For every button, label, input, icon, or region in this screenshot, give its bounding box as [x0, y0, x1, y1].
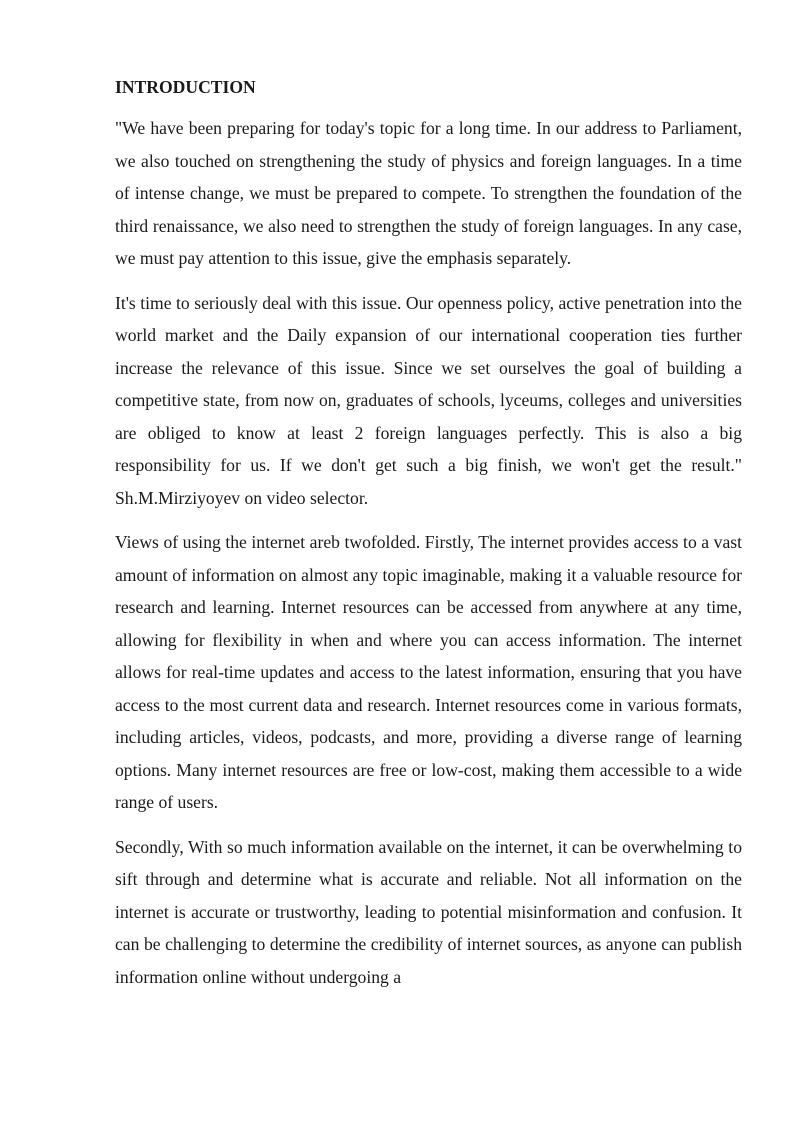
- paragraph-firstly: Views of using the internet areb twofolded. Firstly, The internet provides access to a vast amount of information on almost any topic imaginable, making it a valuable resource for research and learning. Internet resources can be accessed from anywhere at any time, allowing for flexibility in when and where you can access information. The internet allows for real-time updates and access to the latest information, ensuring that you have access to the most current data and research. Internet resources come in various formats, including articles, videos, podcasts, and more, providing a diverse range of learning options. Many internet resources are free or low-cost, making them accessible to a wide range of users.: [115, 532, 742, 812]
- paragraph-quote-part2: It's time to seriously deal with this issue. Our openness policy, active penetration into the world market and the Daily expansion of our international cooperation ties further increase the relevance of this issue. Since we set ourselves the goal of building a competitive state, from now on, graduates of schools, lyceums, colleges and universities are obliged to know at least 2 foreign languages perfectly. This is also a big responsibility for us. If we don't get such a big finish, we won't get the result." Sh.M.Mirziyoyev on video selector.: [115, 292, 742, 508]
- paragraph-quote-part1: "We have been preparing for today's topic for a long time. In our address to Parliament, we also touched on strengthening the study of physics and foreign languages. In a time of intense change, we must be prepared to compete. To strengthen the foundation of the third renaissance, we also need to strengthen the study of foreign languages. In any case, we must pay attention to this issue, give the emphasis separately.: [115, 118, 742, 268]
- document-page: [115, 74, 742, 1005]
- paragraph-secondly: Secondly, With so much information available on the internet, it can be overwhelming to sift through and determine what is accurate and reliable. Not all information on the internet is accurate or trustworthy, leading to potential misinformation and confusion. It can be challenging to determine the credibility of internet sources, as anyone can publish information online without undergoing a: [115, 836, 742, 987]
- section-heading: INTRODUCTION: [115, 77, 256, 97]
